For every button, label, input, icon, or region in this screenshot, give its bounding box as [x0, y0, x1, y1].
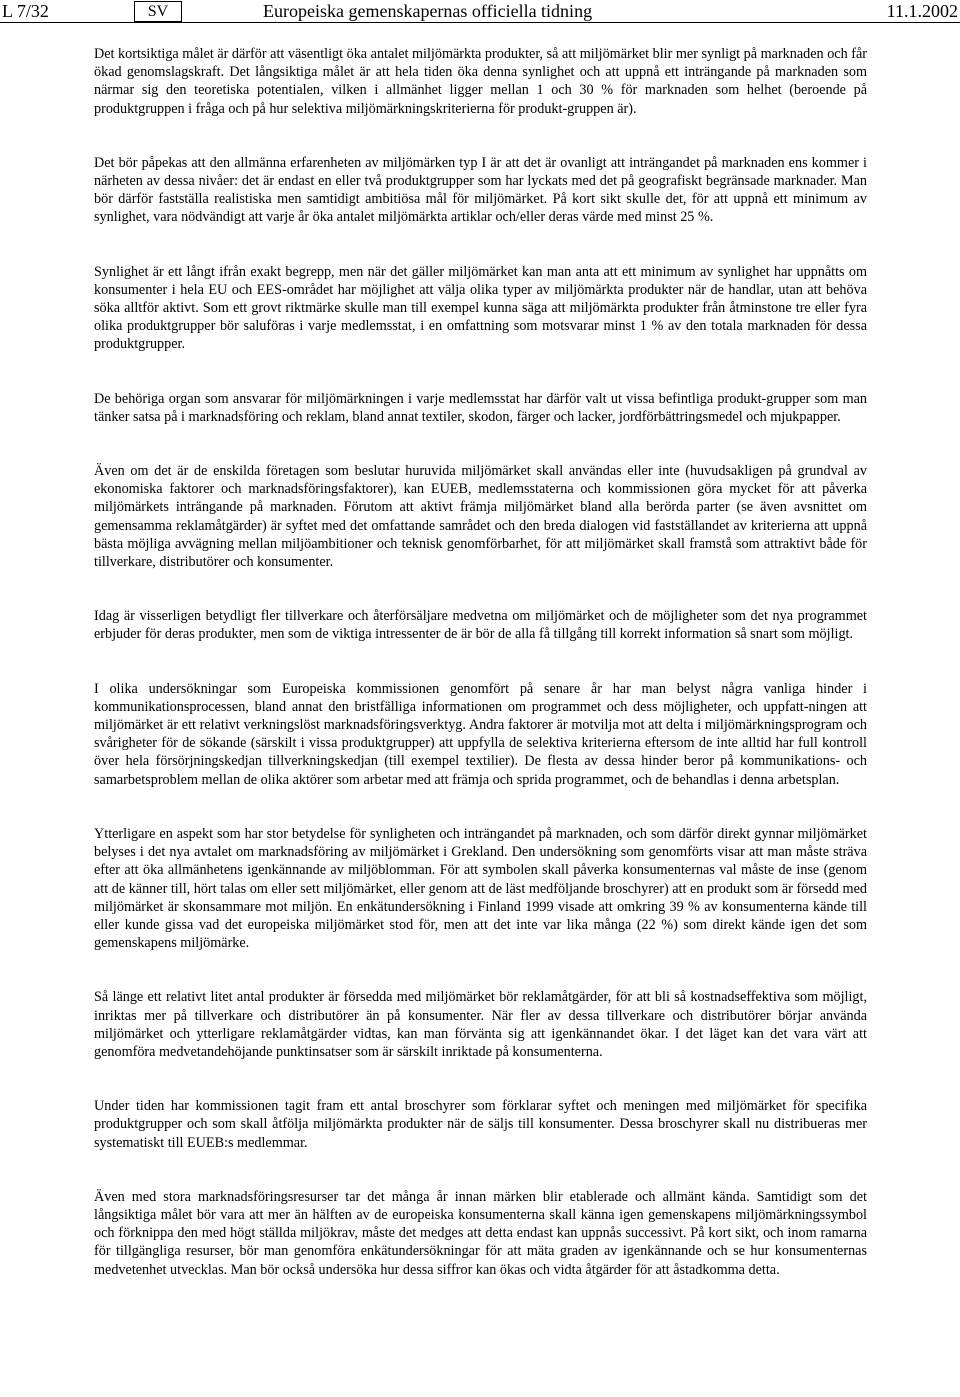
page-number: L 7/32 — [2, 1, 49, 21]
paragraph: Även med stora marknadsföringsresurser tar det många år innan märken blir etablerade och allmänt kända. Samtidigt som det långsiktiga målet bör vara att mer än hälften av de europeiska konsumenterna skall känna igen gemenskapens miljömärkningssymbol och förknippa den med högt ställda miljökrav, måste det medges att detta endast kan uppnås successivt. På kort sikt, och inom ramarna för tillgängliga resurser, bör man genomföra enkätundersökningar för att mäta graden av igenkännande och se hur konsumenternas medvetenhet utvecklas. Man bör också undersöka hur dessa siffror kan ökas och vidta åtgärder för att åstadkomma detta. — [94, 1188, 867, 1278]
paragraph: De behöriga organ som ansvarar för miljömärkningen i varje medlemsstat har därför valt ut vissa befintliga produkt-grupper som man tänker satsa på i marknadsföring och reklam, bland annat textiler, skodon, färger och lacker, jordförbättringsmedel och mjukpapper. — [94, 390, 867, 425]
journal-header — [0, 0, 960, 24]
document-body — [94, 45, 867, 1315]
issue-date: 11.1.2002 — [886, 1, 958, 21]
paragraph: I olika undersökningar som Europeiska kommissionen genomfört på senare år har man belyst några vanliga hinder i kommunikationsprocessen, bland annat den bristfälliga informationen om programmet och dess möjligheter, och uppfatt-ningen att miljömärket är ett relativt verkningslöst marknadsföringsverktyg. Andra faktorer är motvilja mot att delta i miljömärkningsprogram och svårigheter för de sökande (särskilt i vissa produktgrupper) att uppfylla de selektiva kriterierna eftersom de inte alltid har full kontroll över hela försörjningskedjan tillverkningskedjan (till exempel textilier). De flesta av dessa hinder beror på kommunikations- och samarbetsproblem mellan de olika aktörer som arbetar med att främja och sprida programmet, och de behandlas i denna arbetsplan. — [94, 680, 867, 788]
header-rule — [0, 22, 960, 23]
paragraph: Det bör påpekas att den allmänna erfarenheten av miljömärken typ I är att det är ovanligt att inträngandet på marknaden ens kommer i närheten av dessa nivåer: det är endast en eller två produktgrupper som har lyckats med det på geografiskt begränsade marknader. Man bör därför fastställa realistiska men samtidigt ambitiösa mål för miljömärket. På kort sikt skulle det, för att uppnå ett minimum av synlighet, vara nödvändigt att varje år öka antalet miljömärkta artiklar och/eller deras värde med minst 25 %. — [94, 154, 867, 226]
paragraph: Ytterligare en aspekt som har stor betydelse för synligheten och inträngandet på marknaden, och som därför direkt gynnar miljömärket belyses i det nya avtalet om marknadsföring av miljömärket i Grekland. Den undersökning som genomförts visar att man måste sträva efter att öka allmänhetens igenkännande av miljöblomman. För att symbolen skall påverka konsumenternas val måste de inse (genom att de känner till, hört talas om eller sett miljömärket, eller genom att de läst medföljande broschyrer) att en produkt som är försedd med miljömärket är skonsammare mot miljön. En enkätundersökning i Finland 1999 visade att omkring 39 % av konsumenterna kände till eller kunde gissa vad det europeiska miljömärket stod för, men att det inte var lika många (22 %) som direkt kände igen det som gemenskapens miljömärke. — [94, 825, 867, 952]
paragraph: Det kortsiktiga målet är därför att väsentligt öka antalet miljömärkta produkter, så att miljömärket blir mer synligt på marknaden och får ökad genomslagskraft. Det långsiktiga målet är att hela tiden öka denna synlighet och att uppnå ett inträngande på marknaden som närmar sig den teoretiska potentialen, vilken i allmänhet ligger mellan 1 och 30 % för marknaden som helhet (beroende på produktgruppen i fråga och på hur selektiva miljömärkningskriterierna för produkt-gruppen är). — [94, 46, 867, 117]
paragraph: Idag är visserligen betydligt fler tillverkare och återförsäljare medvetna om miljömärket och de möjligheter som det nya programmet erbjuder för deras produkter, men som de viktiga intressenter de är bör de alla få tillgång till korrekt information så snart som möjligt. — [94, 608, 867, 643]
journal-title: Europeiska gemenskapernas officiella tidning — [263, 1, 593, 21]
paragraph: Synlighet är ett långt ifrån exakt begrepp, men när det gäller miljömärket kan man anta att ett minimum av synlighet har uppnåtts om konsumenter i hela EU och EES-området har möjlighet att välja olika typer av miljömärkta produkter när de handlar, utan att behöva söka alltför aktivt. Som ett grovt riktmärke skulle man till exempel kunna säga att miljömärkta produkter från åtminstone tre eller fyra olika produktgrupper bör saluföras i varje medlemsstat, i en omfattning som motsvarar minst 1 % av den totala marknaden för dessa produktgrupper. — [94, 263, 867, 353]
paragraph: Så länge ett relativt litet antal produkter är försedda med miljömärket bör reklamåtgärder, för att bli så kostnadseffektiva som möjligt, inriktas mer på tillverkare och distributörer än på konsumenter. När fler av dessa tillverkare och distributörer börjar använda miljömärket och ytterligare reklamåtgärder vidtas, kan man förvänta sig att igenkännandet ökar. I det läget kan det vara värt att genomföra medvetandehöjande punktinsatser som är särskilt inriktade på konsumenterna. — [94, 989, 867, 1060]
language-badge: SV — [134, 1, 182, 22]
paragraph: Under tiden har kommissionen tagit fram ett antal broschyrer som förklarar syftet och meningen med miljömärket för specifika produktgrupper och som skall åtfölja miljömärkta produkter när de säljs till konsumenter. Dessa broschyrer skall nu distribueras mer systematiskt till EUEB:s medlemmar. — [94, 1098, 867, 1151]
paragraph: Även om det är de enskilda företagen som beslutar huruvida miljömärket skall användas eller inte (huvudsakligen på grundval av ekonomiska faktorer och marknadsföringsfaktorer), kan EUEB, medlemsstaterna och kommissionen göra mycket för att påverka miljömärkets inträngande på marknaden. Förutom att aktivt främja miljömärket bland alla berörda parter (se även avsnittet om gemensamma reklamåtgärder) är syftet med det omfattande samrådet och den breda dialogen vid fastställandet av kriterierna att uppnå bästa möjliga avvägning mellan miljöambitioner och teknisk genomförbarhet, för att miljömärket skall framstå som attraktivt både för tillverkare, distributörer och konsumenter. — [94, 463, 867, 571]
